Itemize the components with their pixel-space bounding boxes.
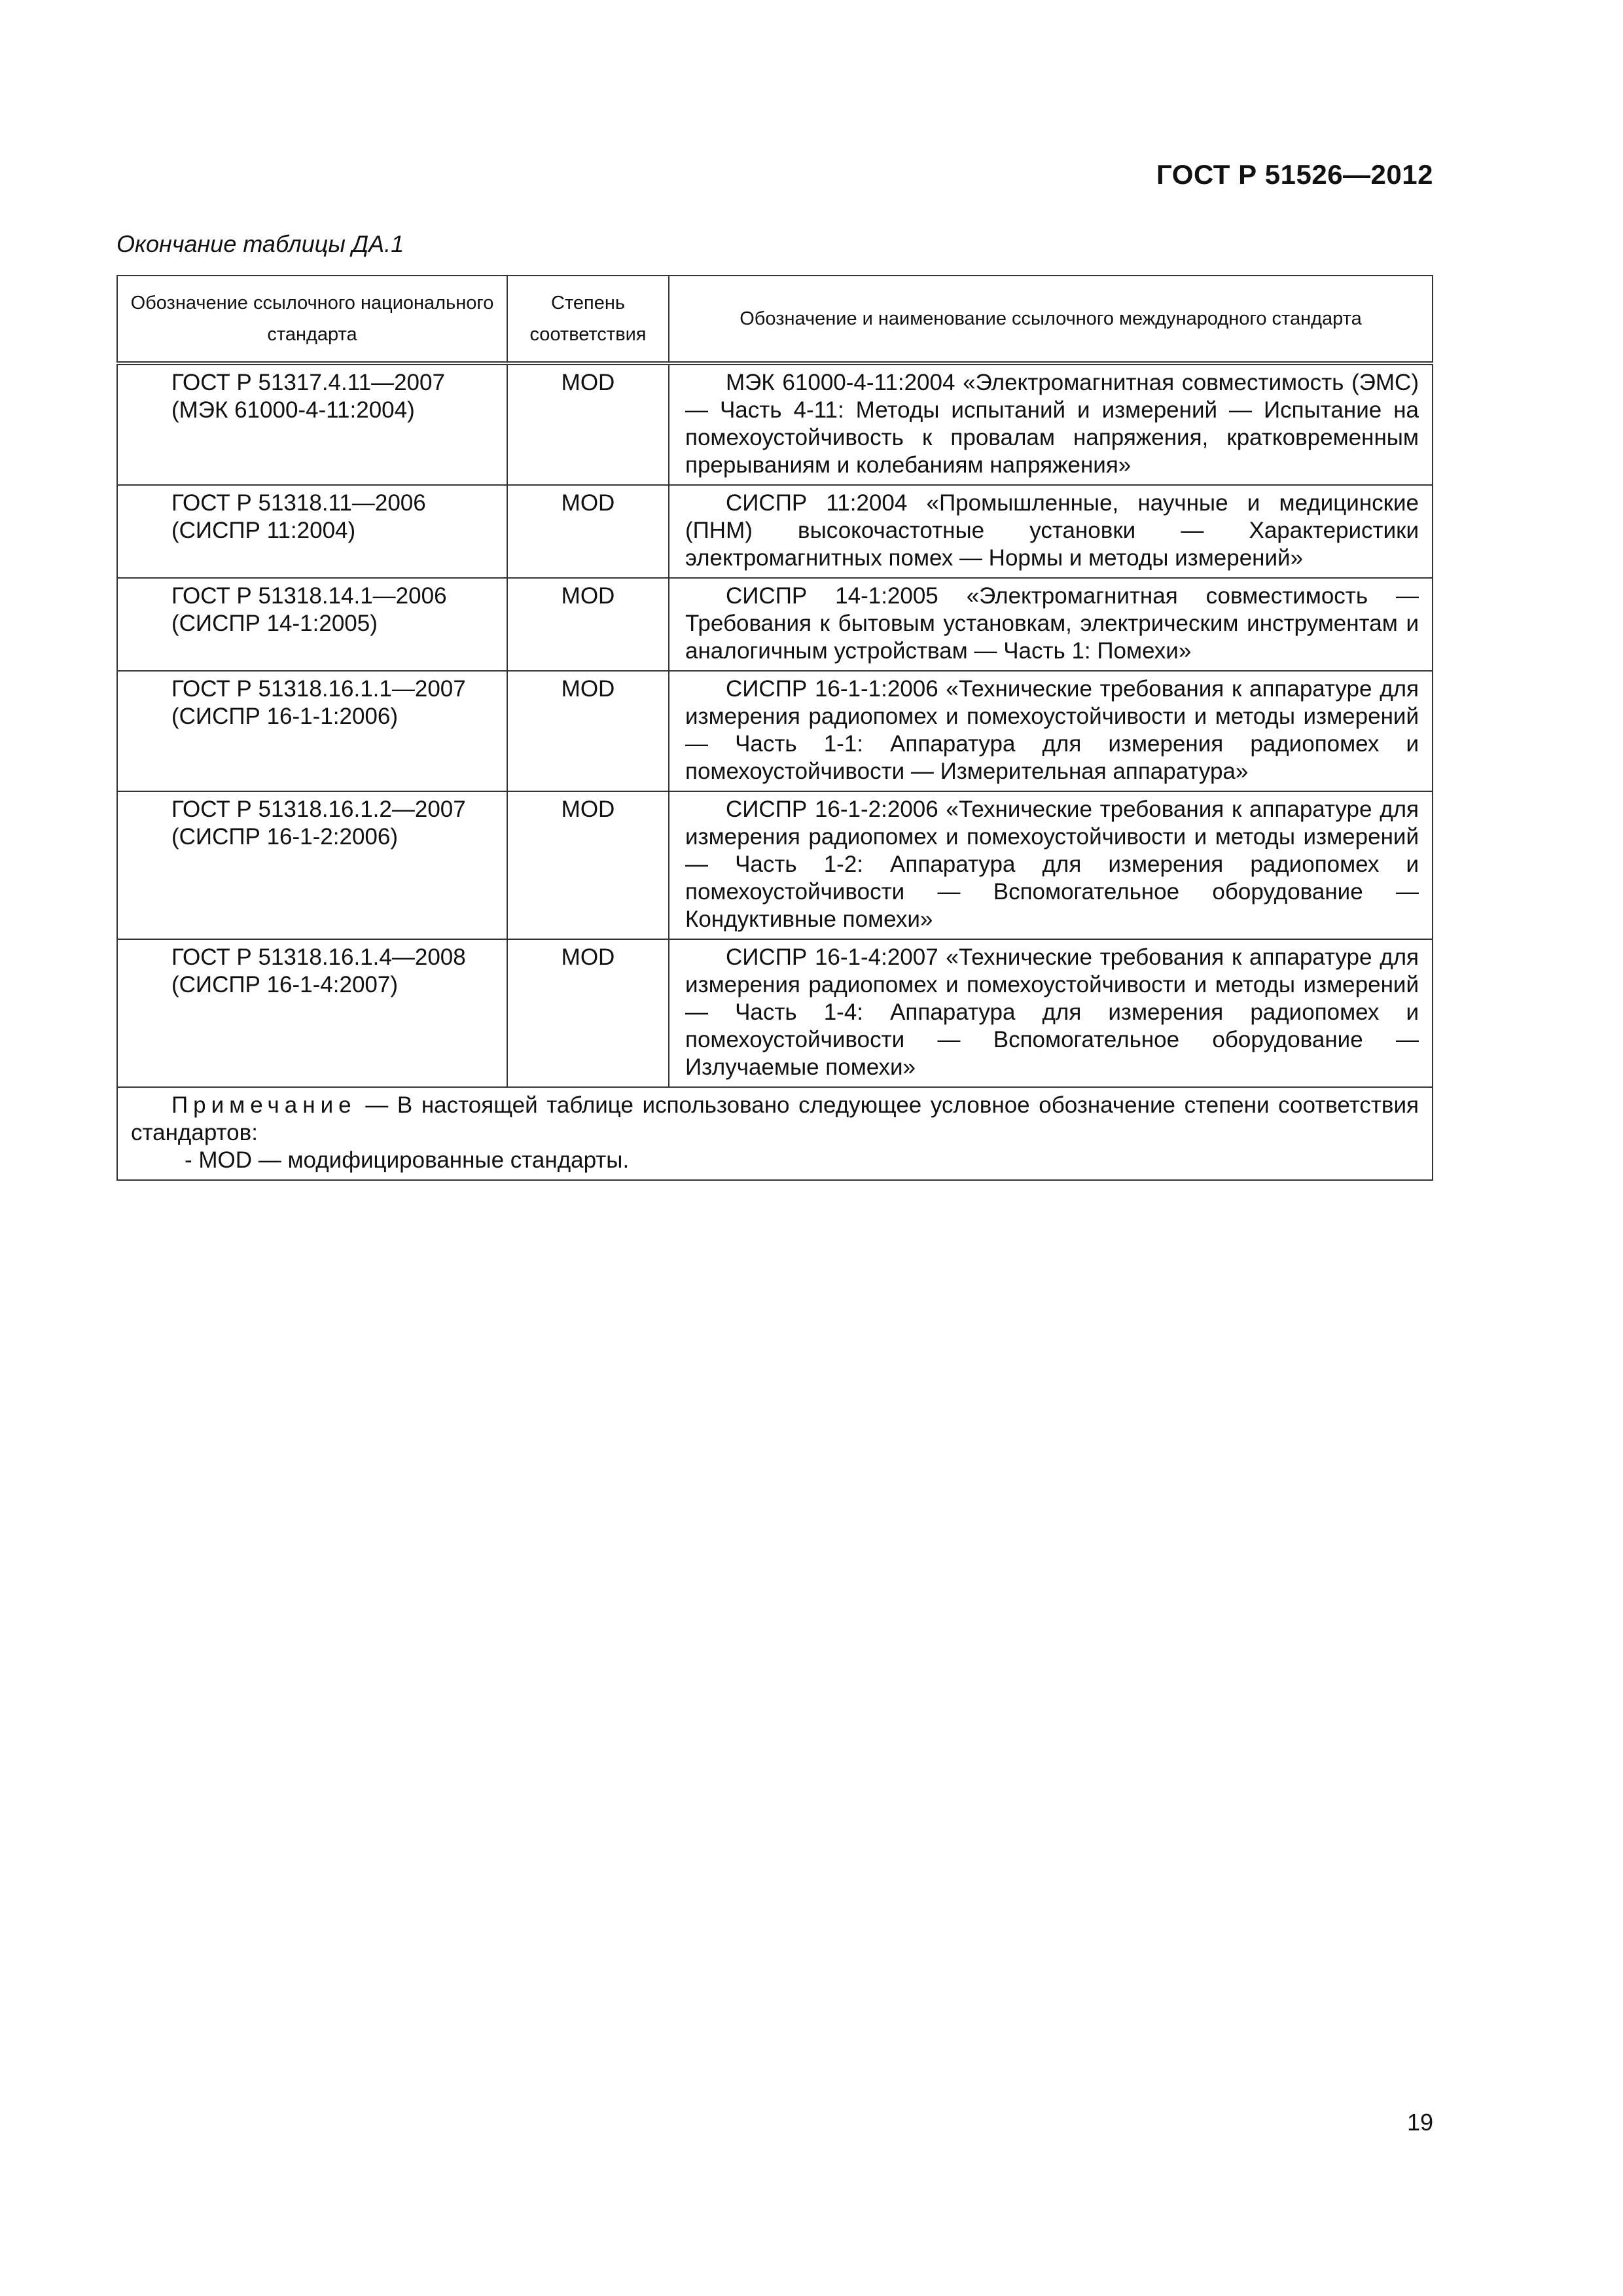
national-standard-cell: [117, 671, 507, 791]
degree-cell: MOD: [507, 791, 669, 939]
reference-standards-table: [116, 275, 1433, 1181]
international-standard-cell: МЭК 61000-4-11:2004 «Электромагнитная совместимость (ЭМС) — Часть 4-11: Методы испытаний и измерений — Испытание на помехоустойчивость к провалам напряжения, кратковременным прерываниям и колебаниям напряжения»: [669, 363, 1433, 485]
table-row: [117, 578, 1433, 671]
national-standard-equivalent: (СИСПР 14-1:2005): [171, 611, 378, 636]
degree-cell: MOD: [507, 671, 669, 791]
table-row: [117, 485, 1433, 578]
national-standard-cell: [117, 791, 507, 939]
table-note-cell: [117, 1087, 1433, 1180]
international-standard-cell: СИСПР 16-1-4:2007 «Технические требования к аппаратуре для измерения радиопомех и помехоустойчивости и методы измерений — Часть 1-4: Аппаратура для измерения радиопомех и помехоустойчивости — Вспомогательное оборудование — Излучаемые помехи»: [669, 939, 1433, 1087]
national-standard-equivalent: (СИСПР 16-1-1:2006): [171, 704, 399, 729]
national-standard-equivalent: (СИСПР 11:2004): [171, 518, 356, 543]
national-standard-equivalent: (СИСПР 16-1-4:2007): [171, 972, 399, 997]
national-standard-cell: [117, 939, 507, 1087]
national-standard-cell: [117, 485, 507, 578]
national-standard-equivalent: (МЭК 61000-4-11:2004): [171, 397, 415, 423]
column-header-national: Обозначение ссылочного национального стандарта: [117, 276, 507, 363]
degree-cell: MOD: [507, 363, 669, 485]
national-standard-cell: [117, 578, 507, 671]
table-note-text: [131, 1092, 1419, 1147]
table-caption: Окончание таблицы ДА.1: [116, 230, 404, 257]
international-standard-cell: СИСПР 16-1-1:2006 «Технические требования к аппаратуре для измерения радиопомех и помехоустойчивости и методы измерений — Часть 1-1: Аппаратура для измерения радиопомех и помехоустойчивости — Измерительная аппаратура»: [669, 671, 1433, 791]
table-note-body: — В настоящей таблице использовано следующее условное обозначение степени соответствия стандартов:: [131, 1092, 1419, 1145]
degree-cell: MOD: [507, 939, 669, 1087]
degree-cell: MOD: [507, 485, 669, 578]
table-note-label: Примечание: [171, 1092, 357, 1118]
column-header-international: Обозначение и наименование ссылочного международного стандарта: [669, 276, 1433, 363]
page-number: 19: [1406, 2109, 1433, 2136]
national-standard-code: ГОСТ Р 51317.4.11—2007: [171, 370, 445, 395]
national-standard-code: ГОСТ Р 51318.16.1.1—2007: [171, 676, 466, 702]
table-row: [117, 939, 1433, 1087]
column-header-degree: Степень соответствия: [507, 276, 669, 363]
degree-cell: MOD: [507, 578, 669, 671]
table-header-row: [117, 276, 1433, 363]
international-standard-cell: СИСПР 14-1:2005 «Электромагнитная совместимость — Требования к бытовым установкам, электрическим инструментам и аналогичным устройствам — Часть 1: Помехи»: [669, 578, 1433, 671]
national-standard-code: ГОСТ Р 51318.16.1.2—2007: [171, 797, 466, 822]
table-note-row: [117, 1087, 1433, 1180]
table-note-item: - MOD — модифицированные стандарты.: [185, 1147, 630, 1173]
international-standard-cell: СИСПР 11:2004 «Промышленные, научные и медицинские (ПНМ) высокочастотные установки — Характеристики электромагнитных помех — Нормы и методы измерений»: [669, 485, 1433, 578]
national-standard-code: ГОСТ Р 51318.16.1.4—2008: [171, 944, 466, 970]
table-row: [117, 791, 1433, 939]
table-row: [117, 671, 1433, 791]
table-row: [117, 363, 1433, 485]
national-standard-code: ГОСТ Р 51318.14.1—2006: [171, 583, 447, 609]
document-standard-id: ГОСТ Р 51526—2012: [1156, 159, 1433, 190]
international-standard-cell: СИСПР 16-1-2:2006 «Технические требования к аппаратуре для измерения радиопомех и помехоустойчивости и методы измерений — Часть 1-2: Аппаратура для измерения радиопомех и помехоустойчивости — Вспомогательное оборудование — Кондуктивные помехи»: [669, 791, 1433, 939]
national-standard-cell: [117, 363, 507, 485]
national-standard-equivalent: (СИСПР 16-1-2:2006): [171, 824, 399, 850]
national-standard-code: ГОСТ Р 51318.11—2006: [171, 490, 426, 516]
